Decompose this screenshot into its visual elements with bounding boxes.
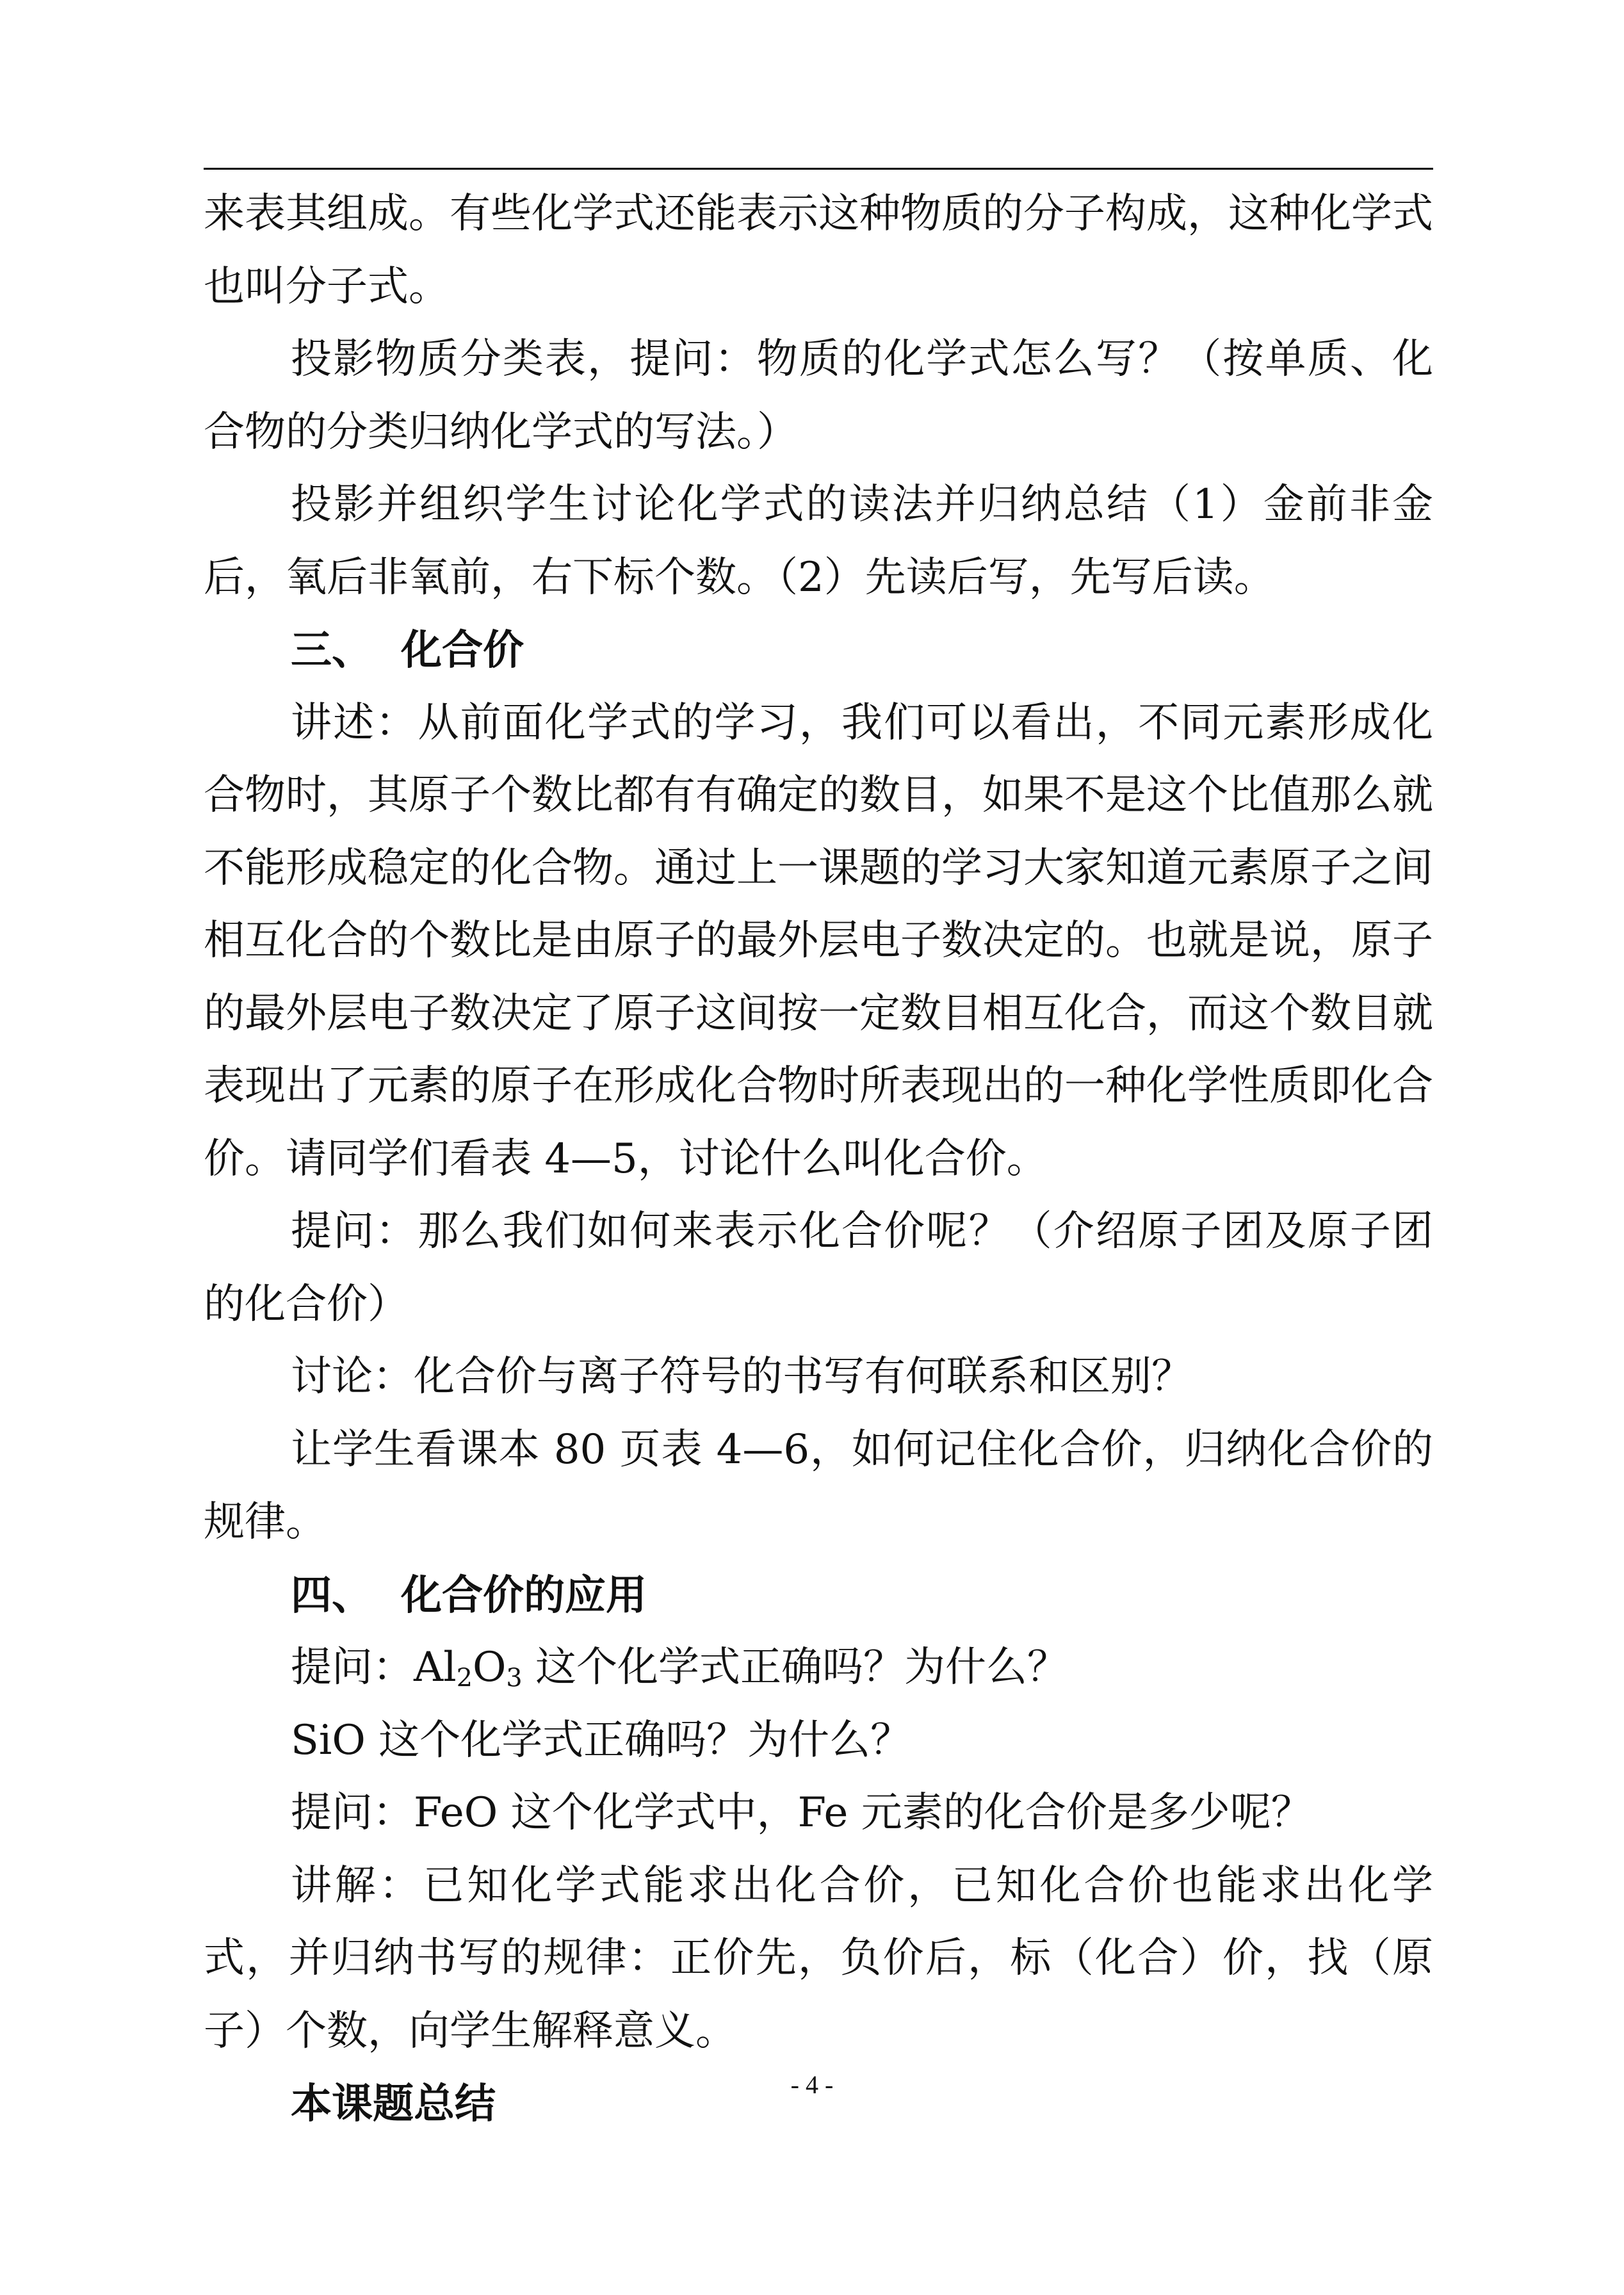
paragraph-explanation-rules: 讲解：已知化学式能求出化合价，已知化合价也能求出化学式，并归纳书写的规律：正价先，负价后，标（化合）价，找（原子）个数，向学生解释意义。 [204,1861,1433,2055]
paragraph-feo-question: 提问：FeO 这个化学式中，Fe 元素的化合价是多少呢？ [291,1789,1312,1837]
document-body [204,178,1433,2141]
section-number: 四、 [291,1571,373,1619]
paragraph-valence-question: 提问：那么我们如何来表示化合价呢？（介绍原子团及原子团的化合价） [204,1208,1433,1328]
section-number: 三、 [291,626,373,674]
paragraph-reading-rules: 投影并组织学生讨论化学式的读法并归纳总结（1）金前非金后，氧后非氧前，右下标个数。（2）先读后写，先写后读。 [204,481,1433,601]
header-rule [204,168,1433,170]
question-text: 这个化学式正确吗？为什么？ [522,1644,1068,1691]
formula-text: O [472,1644,507,1691]
paragraph-valence-rules: 让学生看课本 80 页表 4—6，如何记住化合价，归纳化合价的规律。 [204,1425,1433,1546]
paragraph-molecular-formula: 来表其组成。有些化学式还能表示这种物质的分子构成，这种化学式也叫分子式。 [204,190,1433,311]
subscript: 3 [506,1663,523,1693]
summary-heading: 本课题总结 [291,2080,496,2128]
paragraph-valence-explanation: 讲述：从前面化学式的学习，我们可以看出，不同元素形成化合物时，其原子个数比都有有确定的数目，如果不是这个比值那么就不能形成稳定的化合物。通过上一课题的学习大家知道元素原子之间相互化合的个数比是由原子的最外层电子数决定的。也就是说，原子的最外层电子数决定了原子这间按一定数目相互化合，而这个数目就表现出了元素的原子在形成化合物时所表现出的一种化学性质即化合价。请同学们看表 4—5，讨论什么叫化合价。 [204,699,1433,1183]
paragraph-al2o3-question [204,1632,1433,1705]
page-number: - 4 - [790,2070,834,2099]
paragraph-valence-discussion: 讨论：化合价与离子符号的书写有何联系和区别？ [291,1353,1192,1400]
formula-text: 提问：Al [291,1644,457,1691]
section-heading-valence [204,614,1433,687]
paragraph-sio-question: SiO 这个化学式正确吗？为什么？ [291,1716,912,1764]
section-heading-application [204,1559,1433,1632]
paragraph-projection-question: 投影物质分类表，提问：物质的化学式怎么写？（按单质、化合物的分类归纳化学式的写法。） [204,336,1433,456]
section-title: 化合价 [401,626,524,674]
subscript: 2 [456,1663,473,1693]
section-title: 化合价的应用 [401,1571,647,1619]
